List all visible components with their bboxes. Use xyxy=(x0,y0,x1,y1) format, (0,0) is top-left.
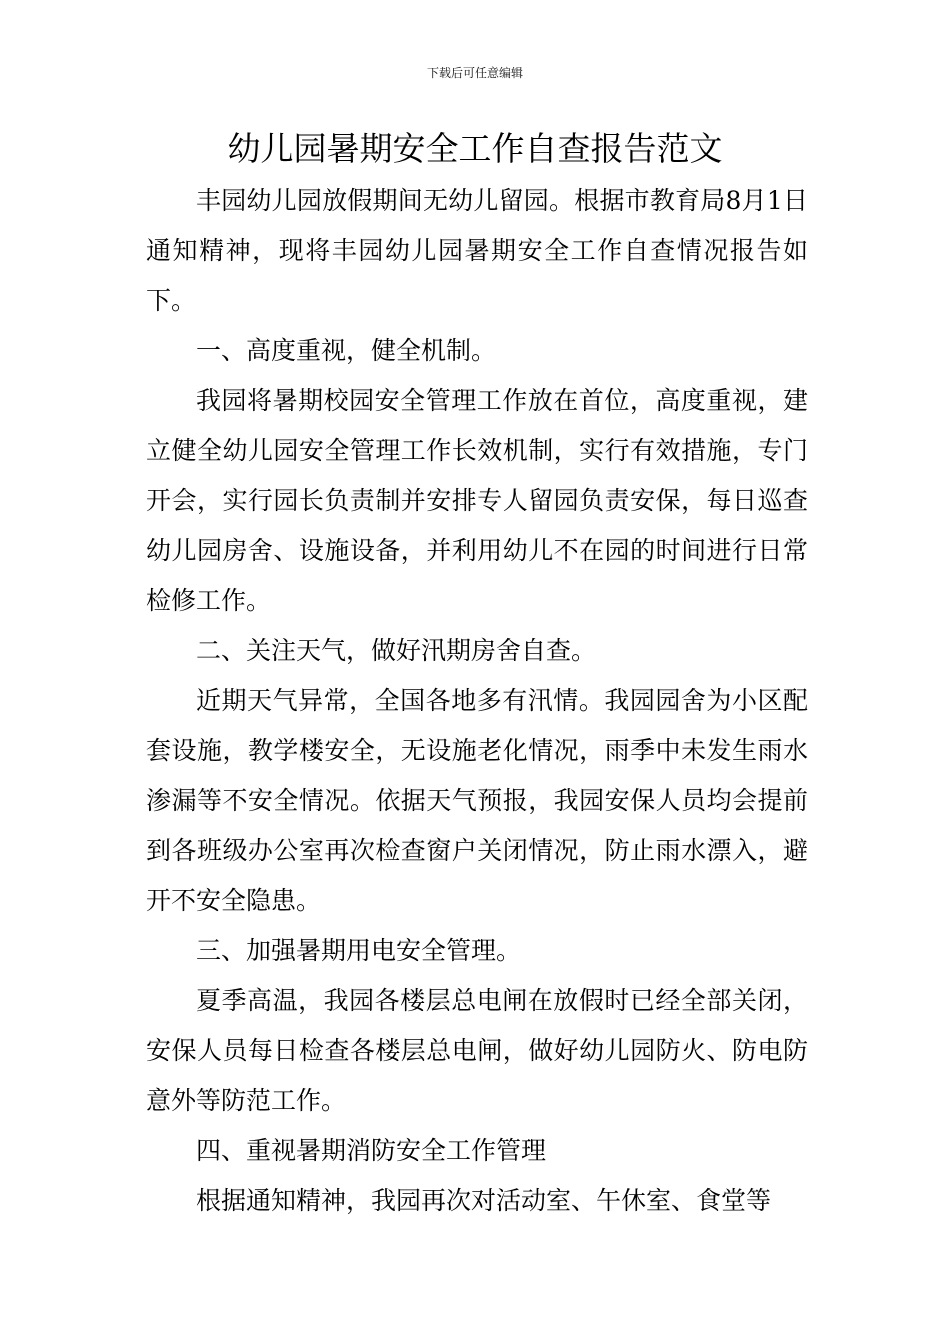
document-body xyxy=(146,176,808,1226)
section-heading-2: 二、关注天气，做好汛期房舍自查。 xyxy=(196,636,597,665)
header-note: 下载后可任意编辑 xyxy=(426,66,523,80)
section-heading-3: 三、加强暑期用电安全管理。 xyxy=(196,936,522,965)
paragraph-section-2: 近期天气异常，全国各地多有汛情。我园园舍为小区配套设施，教学楼安全，无设施老化情况，雨季中未发生雨水渗漏等不安全情况。依据天气预报，我园安保人员均会提前到各班级办公室再次检查窗户关闭情况，防止雨水漂入，避开不安全隐患。 xyxy=(146,686,808,915)
paragraph-intro: 丰园幼儿园放假期间无幼儿留园。根据市教育局8月1日通知精神，现将丰园幼儿园暑期安全工作自查情况报告如下。 xyxy=(146,186,808,315)
paragraph-section-4: 根据通知精神，我园再次对活动室、午休室、食堂等 xyxy=(196,1186,772,1215)
section-heading-1: 一、高度重视，健全机制。 xyxy=(196,336,497,365)
paragraph-section-1: 我园将暑期校园安全管理工作放在首位，高度重视，建立健全幼儿园安全管理工作长效机制，实行有效措施，专门开会，实行园长负责制并安排专人留园负责安保，每日巡查幼儿园房舍、设施设备，并利用幼儿不在园的时间进行日常检修工作。 xyxy=(146,386,808,615)
section-heading-4: 四、重视暑期消防安全工作管理 xyxy=(196,1136,547,1165)
paragraph-section-3: 夏季高温，我园各楼层总电闸在放假时已经全部关闭，安保人员每日检查各楼层总电闸，做好幼儿园防火、防电防意外等防范工作。 xyxy=(146,986,808,1115)
document-title: 幼儿园暑期安全工作自查报告范文 xyxy=(227,129,723,168)
